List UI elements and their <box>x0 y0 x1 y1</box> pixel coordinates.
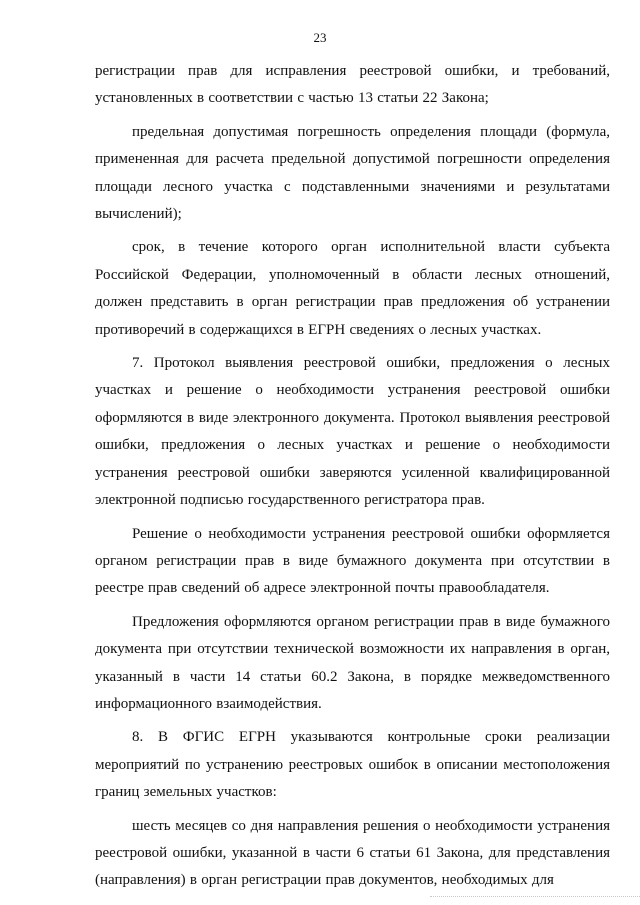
paragraph: срок, в течение которого орган исполнительной власти субъекта Российской Федерации, уполномоченный в области лесных отношений, должен представить в орган регистрации прав предложения об устранении противоречий в содержащихся в ЕГРН сведениях о лесных участках. <box>95 239 610 338</box>
paragraph: регистрации прав для исправления реестровой ошибки, и требований, установленных в соответствии с частью 13 статьи 22 Закона; <box>95 63 610 107</box>
paragraph: Решение о необходимости устранения реестровой ошибки оформляется органом регистрации прав в виде бумажного документа при отсутствии в реестре прав сведений об адресе электронной почты правообладателя. <box>95 525 610 597</box>
body-text <box>95 58 610 901</box>
paragraph: Предложения оформляются органом регистрации прав в виде бумажного документа при отсутствии технической возможности их направления в орган, указанный в части 14 статьи 60.2 Закона, в порядке межведомственного информационного взаимодействия. <box>95 613 610 712</box>
paragraph: шесть месяцев со дня направления решения о необходимости устранения реестровой ошибки, указанной в части 6 статьи 61 Закона, для представления (направления) в орган регистрации прав документов, необходимых для <box>95 817 610 889</box>
paragraph: 8. В ФГИС ЕГРН указываются контрольные сроки реализации мероприятий по устранению реестровых ошибок в описании местоположения границ земельных участков: <box>95 729 610 801</box>
paragraph: предельная допустимая погрешность определения площади (формула, примененная для расчета предельной допустимой погрешности определения площади лесного участка с подставленными значениями и результатами вычислений); <box>95 123 610 223</box>
paragraph: 7. Протокол выявления реестровой ошибки, предложения о лесных участках и решение о необходимости устранения реестровой ошибки оформляются в виде электронного документа. Протокол выявления реестровой ошибки, предложения о лесных участках и решение о необходимости устранения реестровой ошибки заверяются усиленной квалифицированной электронной подписью государственного регистратора прав. <box>95 355 610 509</box>
page-number: 23 <box>313 30 327 45</box>
scan-edge-line <box>430 896 640 897</box>
